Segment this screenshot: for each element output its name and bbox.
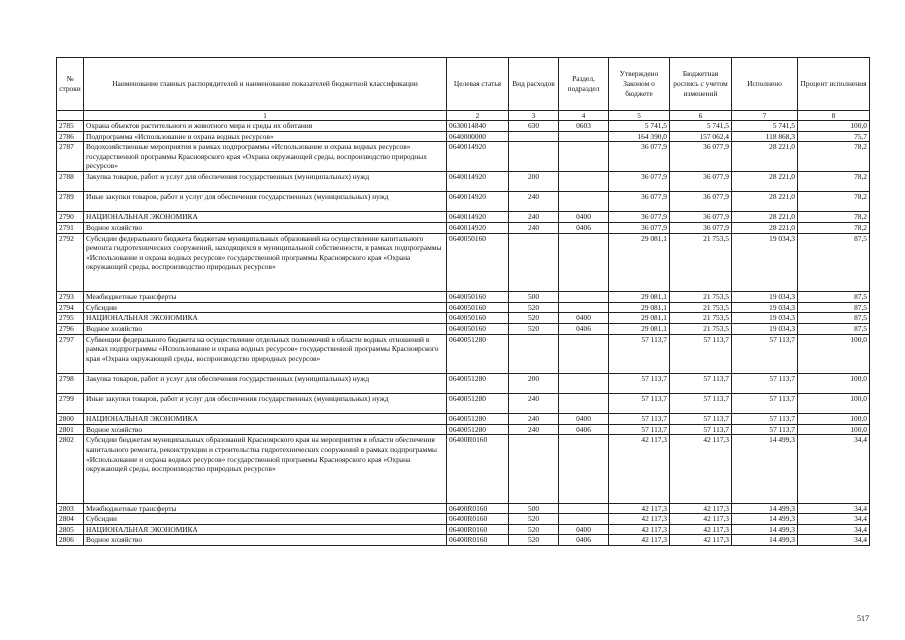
row-section: [559, 334, 609, 373]
row-budget-list: 5 741,5: [670, 121, 732, 132]
row-budget-list: 42 117,3: [670, 435, 732, 503]
row-approved: 42 117,3: [609, 435, 670, 503]
table-row: [57, 435, 870, 503]
row-target-article: 0640050160: [447, 233, 509, 292]
row-name: Водное хозяйство: [84, 323, 447, 334]
row-expense-type: 240: [509, 414, 559, 425]
row-approved: 36 077,9: [609, 192, 670, 212]
row-budget-list: 42 117,3: [670, 535, 732, 546]
row-name: Субсидии бюджетам муниципальных образований Красноярского края на мероприятия в области обеспечения капитального ремонта, реконструкции и строительства гидротехнических сооружений в рамках подпрограммы «Использование и охрана водных ресурсов» государственной программы Красноярского края «Охрана окружающей среды, воспроизводство природных ресурсов»: [84, 435, 447, 503]
row-section: [559, 292, 609, 303]
header-budget-list: Бюджетная роспись с учетом изменений: [670, 58, 732, 111]
row-executed: 28 221,0: [732, 222, 798, 233]
row-budget-list: 36 077,9: [670, 171, 732, 191]
row-name: Субсидии федерального бюджета бюджетам муниципальных образований на осуществление капитального ремонта гидротехнических сооружений, находящихся в муниципальной собственности, в рамках подпрограммы «Использование и охрана водных ресурсов» государственной программы Красноярского края «Охрана окружающей среды, воспроизводство природных ресурсов»: [84, 233, 447, 292]
row-name: Закупка товаров, работ и услуг для обеспечения государственных (муниципальных) нужд: [84, 373, 447, 393]
row-approved: 29 081,1: [609, 292, 670, 303]
row-executed: 19 034,3: [732, 323, 798, 334]
row-percent: 100,0: [798, 334, 870, 373]
row-budget-list: 57 113,7: [670, 373, 732, 393]
table-row: [57, 142, 870, 172]
row-executed: 14 499,3: [732, 524, 798, 535]
row-expense-type: [509, 334, 559, 373]
row-target-article: 0640051280: [447, 373, 509, 393]
row-expense-type: 520: [509, 535, 559, 546]
row-approved: 42 117,3: [609, 503, 670, 514]
column-number: 4: [559, 111, 609, 121]
row-executed: 57 113,7: [732, 373, 798, 393]
table-row: [57, 171, 870, 191]
table-row: [57, 121, 870, 132]
row-number: 2798: [57, 373, 84, 393]
row-expense-type: 520: [509, 514, 559, 525]
table-row: [57, 334, 870, 373]
row-number: 2787: [57, 142, 84, 172]
header-section: Раздел, подраздел: [559, 58, 609, 111]
row-name: Субсидии: [84, 514, 447, 525]
row-section: [559, 394, 609, 414]
column-number: 8: [798, 111, 870, 121]
row-name: Водное хозяйство: [84, 424, 447, 435]
row-expense-type: 240: [509, 212, 559, 223]
row-target-article: 06400R0160: [447, 535, 509, 546]
row-executed: 28 221,0: [732, 142, 798, 172]
row-name: НАЦИОНАЛЬНАЯ ЭКОНОМИКА: [84, 524, 447, 535]
row-section: [559, 514, 609, 525]
row-target-article: 0640051280: [447, 394, 509, 414]
row-number: 2786: [57, 131, 84, 142]
row-number: 2800: [57, 414, 84, 425]
row-number: 2797: [57, 334, 84, 373]
table-row: [57, 414, 870, 425]
row-target-article: 0640051280: [447, 424, 509, 435]
row-number: 2801: [57, 424, 84, 435]
row-executed: 118 868,3: [732, 131, 798, 142]
row-number: 2803: [57, 503, 84, 514]
column-number: 1: [84, 111, 447, 121]
table-row: [57, 192, 870, 212]
row-approved: 42 117,3: [609, 524, 670, 535]
row-percent: 75,7: [798, 131, 870, 142]
row-section: 0406: [559, 424, 609, 435]
row-number: 2794: [57, 302, 84, 313]
row-target-article: 0640014920: [447, 142, 509, 172]
row-number: 2806: [57, 535, 84, 546]
header-executed: Исполнено: [732, 58, 798, 111]
row-target-article: 0640014920: [447, 222, 509, 233]
row-expense-type: 240: [509, 394, 559, 414]
row-name: Водное хозяйство: [84, 535, 447, 546]
row-budget-list: 157 062,4: [670, 131, 732, 142]
row-target-article: 06400R0160: [447, 503, 509, 514]
row-expense-type: 240: [509, 222, 559, 233]
row-percent: 34,4: [798, 514, 870, 525]
row-budget-list: 21 753,5: [670, 323, 732, 334]
row-name: НАЦИОНАЛЬНАЯ ЭКОНОМИКА: [84, 212, 447, 223]
row-name: Межбюджетные трансферты: [84, 503, 447, 514]
row-name: Субсидии: [84, 302, 447, 313]
row-target-article: 0640050160: [447, 292, 509, 303]
table-row: [57, 373, 870, 393]
row-number: 2789: [57, 192, 84, 212]
row-executed: 14 499,3: [732, 535, 798, 546]
row-executed: 57 113,7: [732, 334, 798, 373]
row-name: Иные закупки товаров, работ и услуг для обеспечения государственных (муниципальных) нужд: [84, 192, 447, 212]
row-budget-list: 57 113,7: [670, 394, 732, 414]
row-budget-list: 21 753,5: [670, 233, 732, 292]
row-name: Водохозяйственные мероприятия в рамках подпрограммы «Использование и охрана водных ресурсов» государственной программы Красноярского края «Охрана окружающей среды, воспроизводство природных ресурсов»: [84, 142, 447, 172]
row-budget-list: 36 077,9: [670, 222, 732, 233]
row-approved: 29 081,1: [609, 302, 670, 313]
row-target-article: 0640050160: [447, 323, 509, 334]
row-section: [559, 171, 609, 191]
row-executed: 57 113,7: [732, 394, 798, 414]
row-name: Закупка товаров, работ и услуг для обеспечения государственных (муниципальных) нужд: [84, 171, 447, 191]
row-name: Водное хозяйство: [84, 222, 447, 233]
row-target-article: 0640050160: [447, 302, 509, 313]
row-percent: 87,5: [798, 313, 870, 324]
row-target-article: 0640014920: [447, 212, 509, 223]
row-section: 0400: [559, 313, 609, 324]
row-approved: 57 113,7: [609, 394, 670, 414]
row-percent: 100,0: [798, 373, 870, 393]
row-expense-type: 240: [509, 424, 559, 435]
table-row: [57, 313, 870, 324]
row-section: [559, 233, 609, 292]
row-section: 0406: [559, 222, 609, 233]
table-row: [57, 233, 870, 292]
row-target-article: 06400R0160: [447, 524, 509, 535]
table-row: [57, 535, 870, 546]
row-section: [559, 373, 609, 393]
row-expense-type: 500: [509, 503, 559, 514]
row-expense-type: [509, 142, 559, 172]
header-row-no: № строки: [57, 58, 84, 111]
table-row: [57, 212, 870, 223]
row-executed: 14 499,3: [732, 514, 798, 525]
row-percent: 100,0: [798, 424, 870, 435]
row-approved: 42 117,3: [609, 514, 670, 525]
row-executed: 5 741,5: [732, 121, 798, 132]
row-number: 2791: [57, 222, 84, 233]
column-number: 2: [447, 111, 509, 121]
row-target-article: 0640050160: [447, 313, 509, 324]
row-expense-type: 500: [509, 292, 559, 303]
row-percent: 87,5: [798, 323, 870, 334]
row-section: [559, 142, 609, 172]
row-expense-type: [509, 131, 559, 142]
row-percent: 34,4: [798, 524, 870, 535]
row-number: 2802: [57, 435, 84, 503]
header-expense-type: Вид расходов: [509, 58, 559, 111]
column-number: 5: [609, 111, 670, 121]
row-budget-list: 21 753,5: [670, 313, 732, 324]
row-budget-list: 21 753,5: [670, 302, 732, 313]
row-percent: 78,2: [798, 192, 870, 212]
row-percent: 78,2: [798, 222, 870, 233]
column-number: 7: [732, 111, 798, 121]
row-approved: 164 390,0: [609, 131, 670, 142]
row-target-article: 0640051280: [447, 334, 509, 373]
row-number: 2796: [57, 323, 84, 334]
row-number: 2792: [57, 233, 84, 292]
row-section: 0406: [559, 535, 609, 546]
row-section: [559, 192, 609, 212]
row-section: 0603: [559, 121, 609, 132]
row-budget-list: 21 753,5: [670, 292, 732, 303]
row-name: Подпрограмма «Использование и охрана водных ресурсов»: [84, 131, 447, 142]
column-number: 3: [509, 111, 559, 121]
row-target-article: 0640051280: [447, 414, 509, 425]
row-approved: 36 077,9: [609, 142, 670, 172]
row-expense-type: 520: [509, 313, 559, 324]
row-section: [559, 131, 609, 142]
row-percent: 100,0: [798, 121, 870, 132]
header-approved: Утверждено Законом о бюджете: [609, 58, 670, 111]
table-row: [57, 222, 870, 233]
table-body: [57, 121, 870, 546]
table-row: [57, 514, 870, 525]
row-name: НАЦИОНАЛЬНАЯ ЭКОНОМИКА: [84, 313, 447, 324]
column-number: 6: [670, 111, 732, 121]
row-approved: 57 113,7: [609, 424, 670, 435]
row-approved: 29 081,1: [609, 323, 670, 334]
table-row: [57, 503, 870, 514]
row-section: 0400: [559, 524, 609, 535]
header-percent: Процент исполнения: [798, 58, 870, 111]
row-number: 2785: [57, 121, 84, 132]
row-expense-type: [509, 435, 559, 503]
table-row: [57, 302, 870, 313]
row-number: 2805: [57, 524, 84, 535]
row-budget-list: 42 117,3: [670, 524, 732, 535]
row-target-article: 06400R0160: [447, 514, 509, 525]
row-approved: 57 113,7: [609, 414, 670, 425]
row-percent: 34,4: [798, 535, 870, 546]
row-target-article: 0630014840: [447, 121, 509, 132]
row-expense-type: 240: [509, 192, 559, 212]
column-number: [57, 111, 84, 121]
row-number: 2788: [57, 171, 84, 191]
page-number: 517: [857, 614, 869, 623]
row-budget-list: 57 113,7: [670, 334, 732, 373]
row-approved: 36 077,9: [609, 212, 670, 223]
row-expense-type: 630: [509, 121, 559, 132]
row-executed: 28 221,0: [732, 192, 798, 212]
row-section: 0406: [559, 323, 609, 334]
table-row: [57, 131, 870, 142]
row-approved: 57 113,7: [609, 373, 670, 393]
row-executed: 19 034,3: [732, 302, 798, 313]
row-percent: 87,5: [798, 233, 870, 292]
row-name: Субвенции федерального бюджета на осуществление отдельных полномочий в области водных отношений в рамках подпрограммы «Использование и охрана водных ресурсов» государственной программы Красноярского края «Охрана окружающей среды, воспроизводство природных ресурсов»: [84, 334, 447, 373]
row-executed: 57 113,7: [732, 424, 798, 435]
row-target-article: 06400R0160: [447, 435, 509, 503]
row-executed: 14 499,3: [732, 503, 798, 514]
row-budget-list: 36 077,9: [670, 192, 732, 212]
row-section: [559, 503, 609, 514]
row-executed: 14 499,3: [732, 435, 798, 503]
row-name: Межбюджетные трансферты: [84, 292, 447, 303]
row-budget-list: 36 077,9: [670, 142, 732, 172]
row-expense-type: 520: [509, 323, 559, 334]
row-budget-list: 57 113,7: [670, 414, 732, 425]
row-section: [559, 302, 609, 313]
row-name: Охрана объектов растительного и животного мира и среды их обитания: [84, 121, 447, 132]
row-budget-list: 42 117,3: [670, 503, 732, 514]
row-percent: 34,4: [798, 435, 870, 503]
row-expense-type: 520: [509, 302, 559, 313]
row-executed: 28 221,0: [732, 171, 798, 191]
row-percent: 87,5: [798, 292, 870, 303]
row-approved: 5 741,5: [609, 121, 670, 132]
row-percent: 78,2: [798, 212, 870, 223]
row-percent: 100,0: [798, 394, 870, 414]
row-percent: 78,2: [798, 171, 870, 191]
row-number: 2799: [57, 394, 84, 414]
row-budget-list: 36 077,9: [670, 212, 732, 223]
row-number: 2804: [57, 514, 84, 525]
row-executed: 19 034,3: [732, 313, 798, 324]
table-row: [57, 323, 870, 334]
row-number: 2793: [57, 292, 84, 303]
row-approved: 42 117,3: [609, 535, 670, 546]
row-percent: 100,0: [798, 414, 870, 425]
row-target-article: 0640000000: [447, 131, 509, 142]
row-target-article: 0640014920: [447, 171, 509, 191]
table-row: [57, 292, 870, 303]
row-approved: 29 081,1: [609, 233, 670, 292]
header-target-article: Целевая статья: [447, 58, 509, 111]
row-percent: 78,2: [798, 142, 870, 172]
row-section: 0400: [559, 414, 609, 425]
row-expense-type: 520: [509, 524, 559, 535]
row-expense-type: 200: [509, 171, 559, 191]
row-executed: 19 034,3: [732, 292, 798, 303]
row-section: 0400: [559, 212, 609, 223]
row-budget-list: 42 117,3: [670, 514, 732, 525]
row-approved: 36 077,9: [609, 222, 670, 233]
row-budget-list: 57 113,7: [670, 424, 732, 435]
row-target-article: 0640014920: [447, 192, 509, 212]
row-number: 2795: [57, 313, 84, 324]
row-name: НАЦИОНАЛЬНАЯ ЭКОНОМИКА: [84, 414, 447, 425]
budget-table: [56, 57, 870, 546]
row-expense-type: [509, 233, 559, 292]
row-executed: 19 034,3: [732, 233, 798, 292]
row-expense-type: 200: [509, 373, 559, 393]
table-row: [57, 394, 870, 414]
row-approved: 57 113,7: [609, 334, 670, 373]
row-approved: 29 081,1: [609, 313, 670, 324]
row-executed: 57 113,7: [732, 414, 798, 425]
row-number: 2790: [57, 212, 84, 223]
row-name: Иные закупки товаров, работ и услуг для обеспечения государственных (муниципальных) нужд: [84, 394, 447, 414]
row-executed: 28 221,0: [732, 212, 798, 223]
row-approved: 36 077,9: [609, 171, 670, 191]
table-row: [57, 424, 870, 435]
row-section: [559, 435, 609, 503]
row-percent: 87,5: [798, 302, 870, 313]
header-name: Наименование главных распорядителей и наименование показателей бюджетной классификации: [84, 58, 447, 111]
row-percent: 34,4: [798, 503, 870, 514]
table-row: [57, 524, 870, 535]
